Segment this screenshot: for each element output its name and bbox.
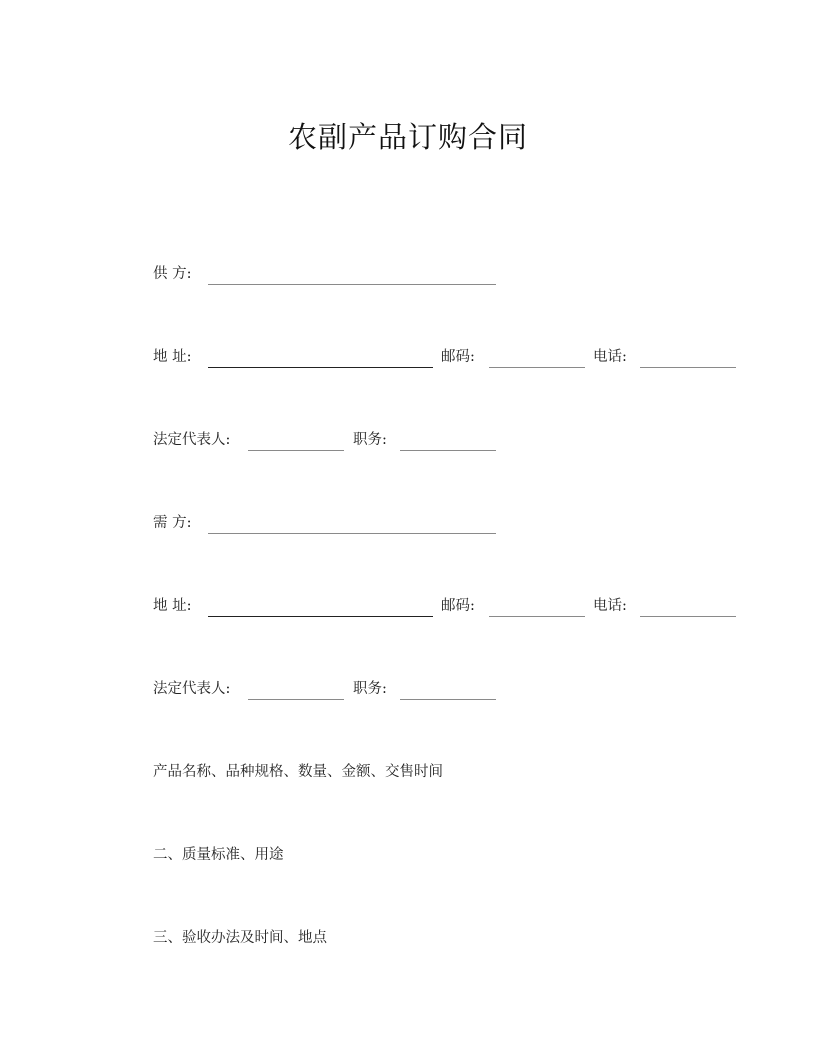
supplier-address-blank[interactable] bbox=[208, 346, 433, 368]
buyer-party-blank[interactable] bbox=[208, 512, 496, 534]
buyer-party-label: 需 方: bbox=[153, 515, 192, 531]
buyer-address-label: 地 址: bbox=[153, 598, 192, 614]
supplier-address-row bbox=[153, 346, 737, 368]
buyer-legal-rep-label: 法定代表人: bbox=[153, 681, 231, 697]
buyer-legal-rep-row bbox=[153, 678, 498, 700]
buyer-address-row bbox=[153, 595, 737, 617]
supplier-legal-rep-blank[interactable] bbox=[248, 429, 344, 451]
buyer-phone-blank[interactable] bbox=[640, 595, 736, 617]
section-acceptance-method: 三、验收办法及时间、地点 bbox=[153, 930, 327, 946]
buyer-legal-rep-blank[interactable] bbox=[248, 678, 344, 700]
supplier-party-label: 供 方: bbox=[153, 266, 192, 282]
supplier-postcode-blank[interactable] bbox=[489, 346, 585, 368]
buyer-position-label: 职务: bbox=[353, 681, 387, 697]
supplier-position-blank[interactable] bbox=[400, 429, 496, 451]
supplier-legal-rep-label: 法定代表人: bbox=[153, 432, 231, 448]
buyer-address-blank[interactable] bbox=[208, 595, 433, 617]
supplier-postcode-label: 邮码: bbox=[441, 349, 475, 365]
supplier-phone-label: 电话: bbox=[593, 349, 627, 365]
supplier-party-row bbox=[153, 263, 498, 285]
contract-title: 农副产品订购合同 bbox=[287, 120, 528, 155]
buyer-position-blank[interactable] bbox=[400, 678, 496, 700]
supplier-legal-rep-row bbox=[153, 429, 498, 451]
buyer-party-row bbox=[153, 512, 498, 534]
supplier-position-label: 职务: bbox=[353, 432, 387, 448]
supplier-phone-blank[interactable] bbox=[640, 346, 736, 368]
supplier-party-blank[interactable] bbox=[208, 263, 496, 285]
buyer-postcode-blank[interactable] bbox=[489, 595, 585, 617]
buyer-phone-label: 电话: bbox=[593, 598, 627, 614]
section-quality-standards: 二、质量标准、用途 bbox=[153, 847, 284, 863]
buyer-postcode-label: 邮码: bbox=[441, 598, 475, 614]
section-product-details: 产品名称、品种规格、数量、金额、交售时间 bbox=[153, 764, 443, 780]
supplier-address-label: 地 址: bbox=[153, 349, 192, 365]
